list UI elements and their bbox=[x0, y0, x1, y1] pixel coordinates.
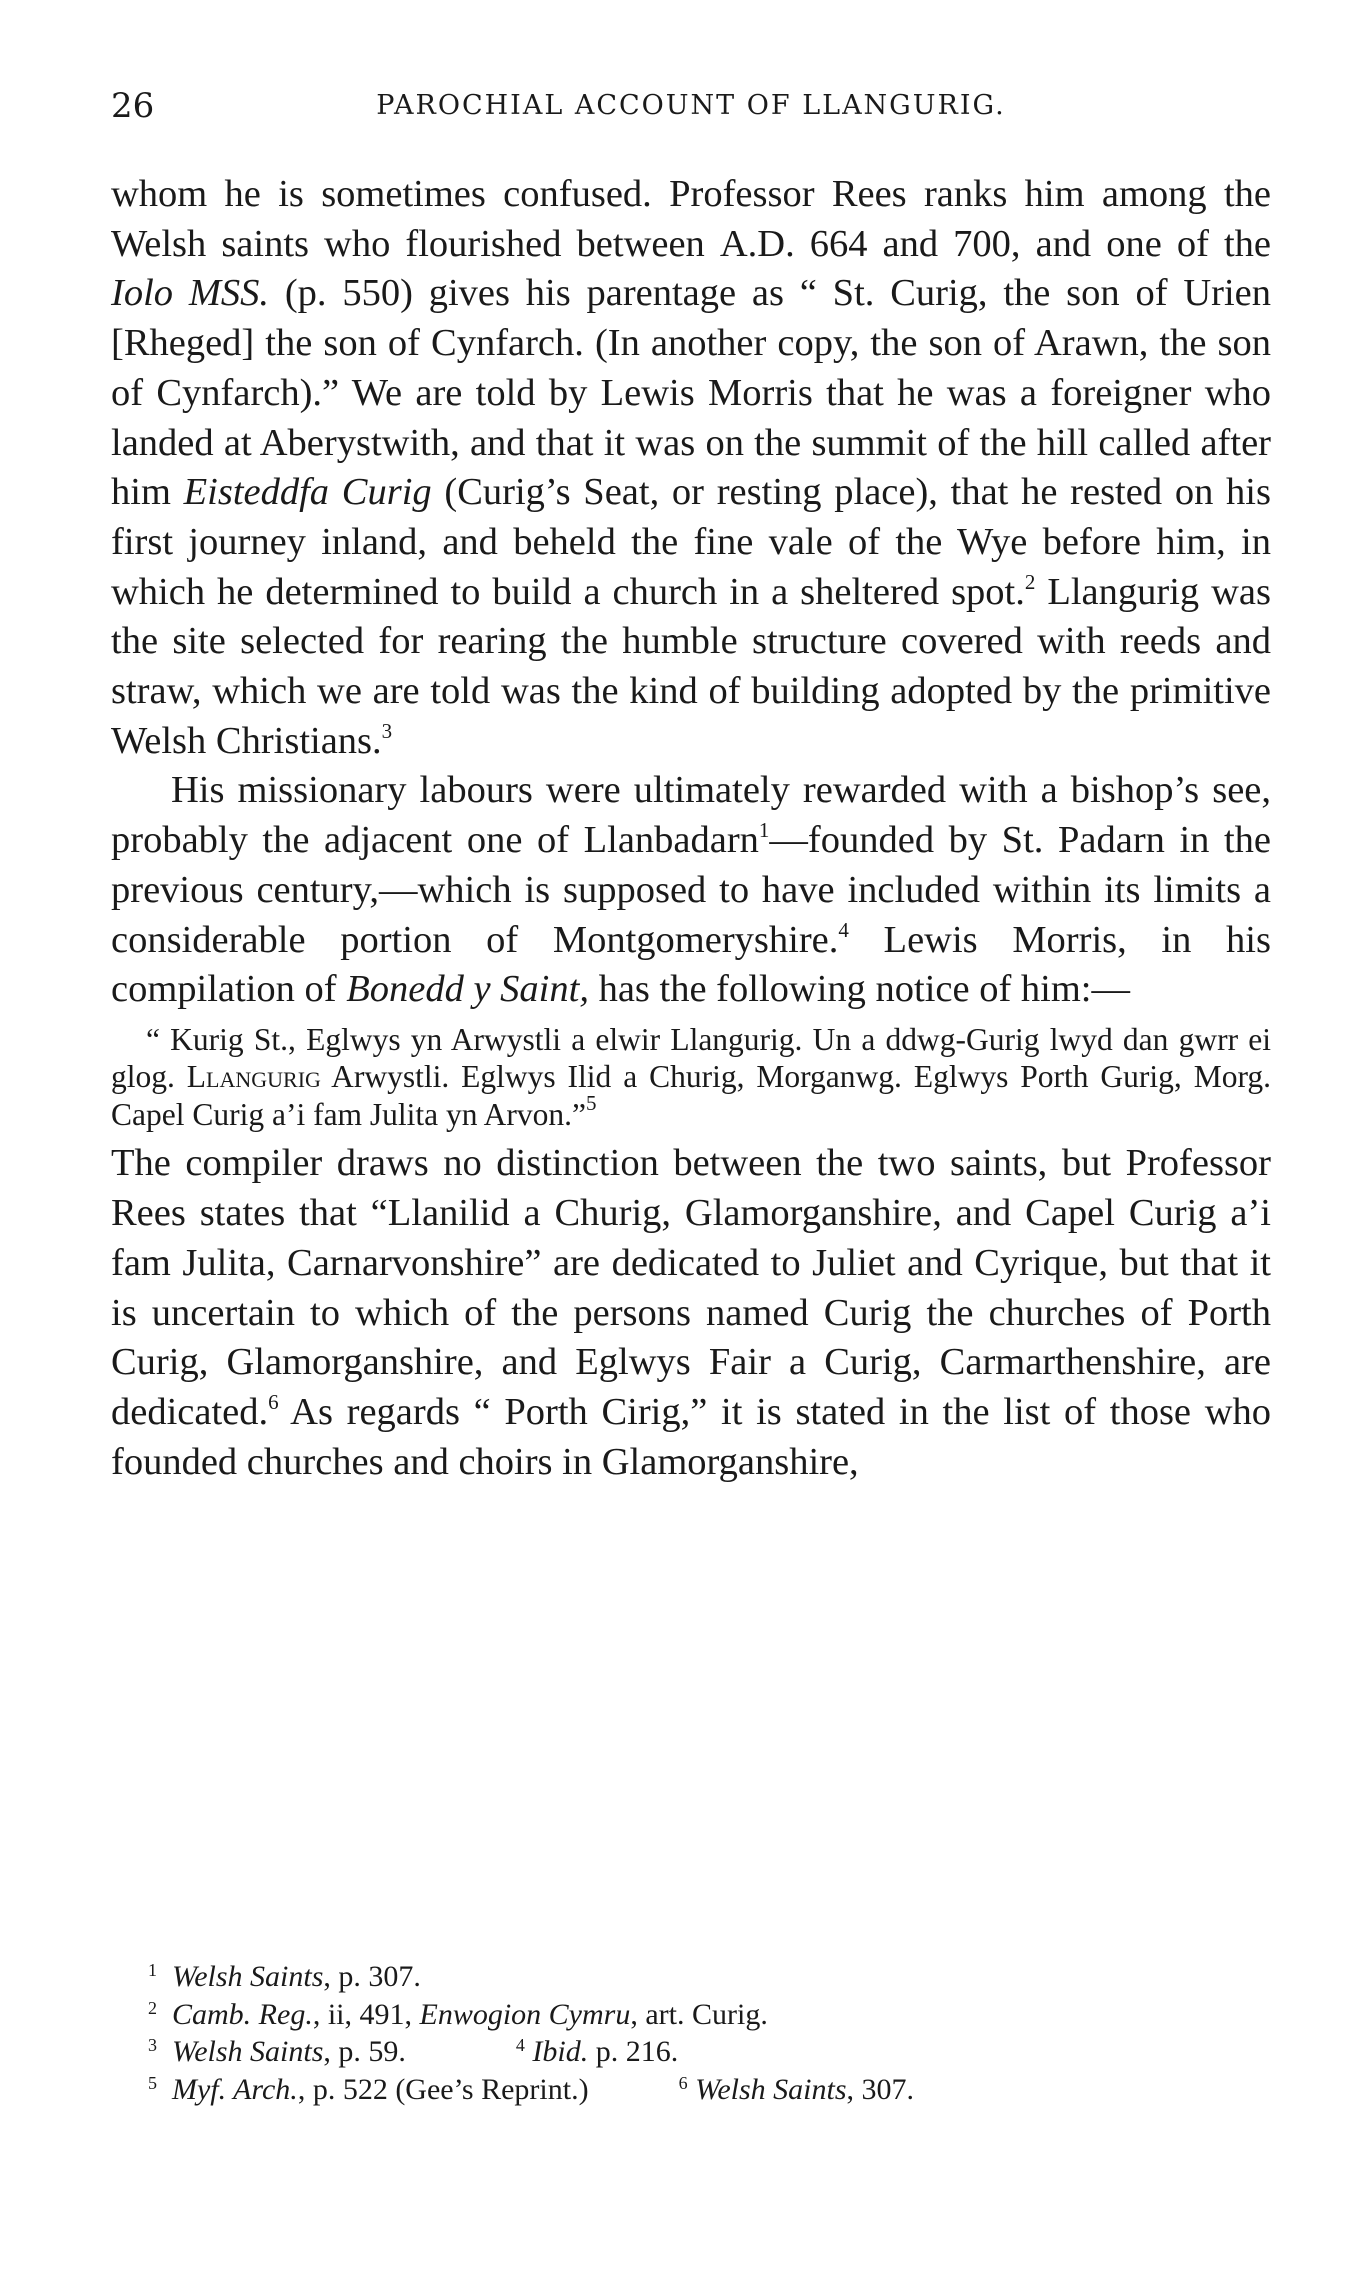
footnote-5-6: $^5$ Myf. Arch., p. 522 (Gee’s Reprint.) $^6$ Welsh Saints, 307. bbox=[148, 2072, 914, 2106]
footnote-ref-5: 5 bbox=[586, 1090, 597, 1115]
footnote-1: $^1$ Welsh Saints, p. 307. bbox=[148, 1960, 421, 1993]
running-head: PAROCHIAL ACCOUNT OF LLANGURIG. bbox=[376, 90, 1006, 121]
paragraph-3: The compiler draws no distinction between the two saints, but Professor Rees states that “Llanilid a Churig, Glamorganshire, and Capel Curig a’i fam Julita, Carnarvonshire” are dedicated to Juliet and Cyrique, but that it is uncertain to which of the persons named Curig the churches of Porth Curig, Glamorganshire, and Eglwys Fair a Curig, Carmarthenshire, are dedicated.$^6$ As regards “ Porth Cirig,” it is stated in the list of those who founded churches and choirs in Glamorganshire, bbox=[111, 1142, 1271, 1483]
block-quote: “ Kurig St., Eglwys yn Arwystli a elwir Llangurig. Un a ddwg-Gurig lwyd dan gwrr ei glog. Llangurig Arwystli. Eglwys Ilid a Churig, Morganwg. Eglwys Porth Gurig, Morg. Capel Curig a’i fam Julita yn Arvon.”$^5$ bbox=[111, 1021, 1271, 1132]
work-title: Bonedd y Saint, bbox=[346, 968, 589, 1011]
footnote-ref-1: 1 bbox=[758, 818, 770, 843]
page-header bbox=[111, 86, 1271, 142]
paragraph-1: whom he is sometimes confused. Professor Rees ranks him among the Welsh saints who flourished between A.D. 664 and 700, and one of the Iolo MSS. (p. 550) gives his parentage as “ St. Curig, the son of Urien [Rheged] the son of Cynfarch. (In another copy, the son of Arawn, the son of Cynfarch).” We are told by Lewis Morris that he was a foreigner who landed at Aberystwith, and that it was on the summit of the hill called after him Eisteddfa Curig (Curig’s Seat, or resting place), that he rested on his first journey inland, and beheld the fine vale of the Wye before him, in which he determined to build a church in a sheltered spot.$^2$ Llangurig was the site selected for rearing the humble structure covered with reeds and straw, which we are told was the kind of building adopted by the primitive Welsh Christians.$^3$ bbox=[111, 173, 1271, 762]
place-name: Eisteddfa Curig bbox=[183, 471, 432, 514]
footnote-2: $^2$ Camb. Reg., ii, 491, Enwogion Cymru, art. Curig. bbox=[148, 1997, 768, 2031]
footnote-ref-4: 4 bbox=[838, 917, 849, 942]
body-text bbox=[111, 170, 1271, 1487]
footnotes bbox=[148, 1958, 1248, 2108]
work-title: Iolo MSS. bbox=[111, 272, 270, 315]
anno-domini: A.D. bbox=[719, 222, 795, 265]
footnote-ref-3: 3 bbox=[381, 718, 393, 743]
footnote-ref-2: 2 bbox=[1024, 569, 1036, 594]
paragraph-2: His missionary labours were ultimately rewarded with a bishop’s see, probably the adjacent one of Llanbadarn$^1$—founded by St. Padarn in the previous century,—which is supposed to have included within its limits a considerable portion of Montgomeryshire.$^4$ Lewis Morris, in his compilation of Bonedd y Saint, has the following notice of him:— bbox=[111, 769, 1271, 1011]
footnote-ref-6: 6 bbox=[268, 1389, 279, 1414]
footnote-3-4: $^3$ Welsh Saints, p. 59. $^4$ Ibid. p. 216. bbox=[148, 2035, 679, 2068]
page-number: 26 bbox=[111, 86, 155, 126]
small-caps-place: Llangurig bbox=[186, 1059, 321, 1095]
